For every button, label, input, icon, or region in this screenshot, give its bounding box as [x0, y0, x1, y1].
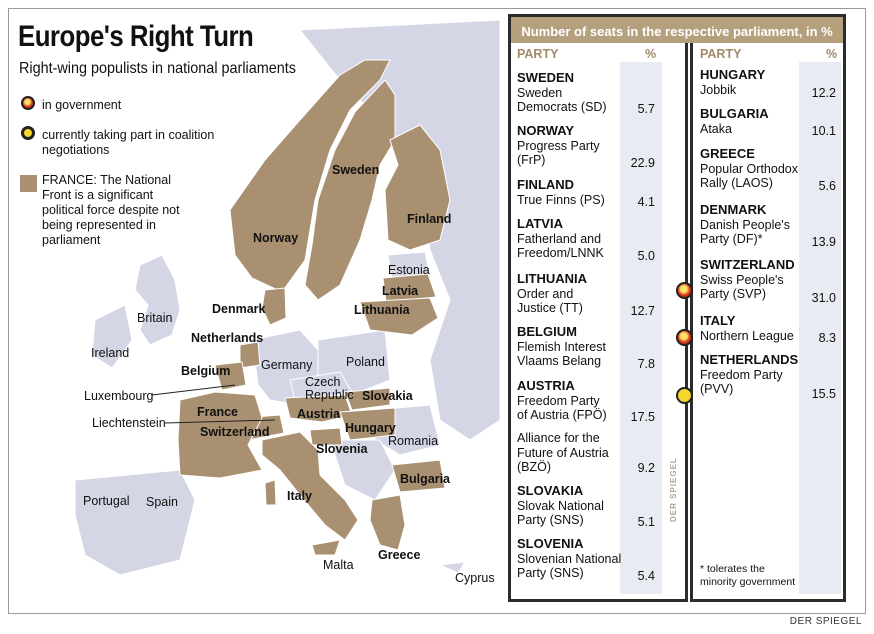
map-label-slovenia: Slovenia	[316, 442, 368, 456]
yellow-dot-icon	[676, 387, 693, 404]
map-label-portugal: Portugal	[83, 494, 130, 508]
row-value: 15.5	[811, 387, 836, 401]
row-value: 12.7	[630, 304, 655, 318]
row-party: Slovenian National Party (SNS)	[517, 551, 622, 580]
table-row	[517, 217, 612, 261]
row-country: SLOVENIA	[517, 536, 584, 551]
row-party: Northern League	[700, 328, 794, 343]
map-label-luxembourg: Luxembourg	[84, 389, 154, 403]
row-party: Jobbik	[700, 82, 737, 97]
row-country: GREECE	[700, 146, 755, 161]
map-label-ireland: Ireland	[91, 346, 130, 360]
row-value: 5.6	[818, 179, 836, 193]
map-label-lithuania: Lithuania	[354, 303, 410, 317]
map-label-sweden: Sweden	[332, 163, 380, 177]
vertical-source-credit: DER SPIEGEL	[669, 457, 678, 522]
row-country: HUNGARY	[700, 67, 766, 82]
row-value: 17.5	[630, 410, 655, 424]
row-party: Danish People's Party (DF)*	[700, 217, 790, 246]
row-party: Freedom Party of Austria (FPÖ)	[517, 393, 607, 422]
row-party: Freedom Party (PVV)	[700, 367, 783, 396]
yellow-dot-icon	[21, 126, 35, 140]
table-header: Number of seats in the respective parliament, in %	[508, 14, 846, 43]
row-value: 5.1	[637, 515, 655, 529]
table-row	[700, 147, 802, 191]
map-region-britain	[135, 255, 180, 345]
row-value: 4.1	[637, 195, 655, 209]
map-label-switzerland: Switzerland	[200, 425, 270, 439]
row-value: 5.7	[637, 102, 655, 116]
row-party: True Finns (PS)	[517, 192, 605, 207]
map-label-germany: Germany	[261, 358, 313, 372]
legend-france-note: FRANCE: The National Front is a significant political force despite not being represented in parliament	[42, 173, 180, 247]
table-row	[700, 258, 796, 302]
table-row	[517, 484, 612, 528]
map-label-france: France	[197, 405, 238, 419]
row-party: Flemish Interest Vlaams Belang	[517, 339, 606, 368]
map-label-belgium: Belgium	[181, 364, 231, 378]
table-right-pct-column	[799, 62, 841, 594]
map-label-austria: Austria	[297, 407, 341, 421]
table-row	[517, 537, 625, 581]
row-party: Slovak National Party (SNS)	[517, 498, 604, 527]
red-dot-icon	[676, 329, 693, 346]
map-label-romania: Romania	[388, 434, 439, 448]
row-party: Alliance for the Future of Austria (BZÖ)	[517, 431, 609, 474]
map-region-greece	[370, 495, 405, 550]
table-row	[517, 379, 609, 423]
map-label-norway: Norway	[253, 231, 299, 245]
row-country: DENMARK	[700, 202, 767, 217]
page-title: Europe's Right Turn	[18, 20, 254, 53]
map-label-spain: Spain	[146, 495, 178, 509]
table-row	[700, 68, 800, 97]
map-label-netherlands: Netherlands	[191, 331, 264, 345]
row-value: 31.0	[811, 291, 836, 305]
map-label-greece: Greece	[378, 548, 421, 562]
row-country: LATVIA	[517, 216, 563, 231]
row-country: SWITZERLAND	[700, 257, 795, 272]
row-country: FINLAND	[517, 177, 575, 192]
row-country: SLOVAKIA	[517, 483, 584, 498]
map-label-bulgaria: Bulgaria	[400, 472, 451, 486]
tan-swatch-icon	[20, 175, 37, 192]
map-label-latvia: Latvia	[382, 284, 419, 298]
map-region-sicily	[312, 540, 340, 555]
row-party: Popular Orthodox Rally (LAOS)	[700, 161, 798, 190]
right-col-pct-head: %	[826, 47, 838, 61]
map-label-britain: Britain	[137, 311, 173, 325]
page-subtitle: Right-wing populists in national parliaments	[19, 60, 296, 77]
row-value: 9.2	[637, 461, 655, 475]
row-value: 13.9	[811, 235, 836, 249]
map-region-netherlands	[240, 342, 260, 368]
red-dot-icon	[21, 96, 35, 110]
credit-label: DER SPIEGEL	[789, 616, 862, 627]
map-label-finland: Finland	[407, 212, 452, 226]
row-country: NORWAY	[517, 123, 575, 138]
legend-coalition: currently taking part in coalition negotiations	[42, 128, 215, 157]
row-value: 22.9	[630, 156, 655, 170]
table-footnote: * tolerates the minority government	[700, 563, 796, 588]
map-region-iberia	[75, 470, 195, 575]
table-row	[700, 107, 800, 136]
table-row	[517, 124, 622, 168]
table-row	[700, 203, 795, 247]
row-value: 12.2	[811, 86, 836, 100]
table-row	[700, 352, 799, 397]
map-label-hungary: Hungary	[345, 421, 396, 435]
map-label-denmark: Denmark	[212, 302, 266, 316]
map-label-estonia: Estonia	[388, 263, 430, 277]
right-col-party-head: PARTY	[700, 47, 742, 61]
row-value: 5.4	[637, 569, 655, 583]
row-country: BELGIUM	[517, 324, 577, 339]
map-label-italy: Italy	[287, 489, 313, 503]
map-label-poland: Poland	[346, 355, 385, 369]
row-country: BULGARIA	[700, 106, 769, 121]
table-row	[517, 325, 617, 369]
map-label-slovakia: Slovakia	[362, 389, 413, 403]
row-party: Progress Party (FrP)	[517, 138, 600, 167]
table-row	[517, 71, 622, 115]
left-col-pct-head: %	[645, 47, 657, 61]
map-label-liechtenstein: Liechtenstein	[92, 416, 166, 430]
row-country: NETHERLANDS	[700, 352, 799, 367]
row-value: 10.1	[811, 124, 836, 138]
table-row	[517, 272, 592, 316]
row-country: LITHUANIA	[517, 271, 588, 286]
row-party: Fatherland and Freedom/LNNK	[517, 231, 604, 260]
row-party: Sweden Democrats (SD)	[517, 85, 607, 114]
row-party: Order and Justice (TT)	[517, 286, 583, 315]
map-label-malta: Malta	[323, 558, 354, 572]
map-region-sardinia	[265, 480, 276, 505]
row-value: 5.0	[637, 249, 655, 263]
legend-government: in government	[42, 98, 122, 112]
row-country: AUSTRIA	[517, 378, 575, 393]
table-row	[517, 178, 622, 207]
left-col-party-head: PARTY	[517, 47, 559, 61]
row-party: Ataka	[700, 121, 732, 136]
row-country: ITALY	[700, 313, 736, 328]
row-country: SWEDEN	[517, 70, 575, 85]
row-party: Swiss People's Party (SVP)	[700, 272, 784, 301]
row-value: 7.8	[637, 357, 655, 371]
map-label-czech-republic: Czech Republic	[305, 375, 354, 402]
row-value: 8.3	[818, 331, 836, 345]
table-row	[517, 431, 617, 475]
map-label-cyprus: Cyprus	[455, 571, 495, 585]
red-dot-icon	[676, 282, 693, 299]
table-row	[700, 314, 800, 343]
